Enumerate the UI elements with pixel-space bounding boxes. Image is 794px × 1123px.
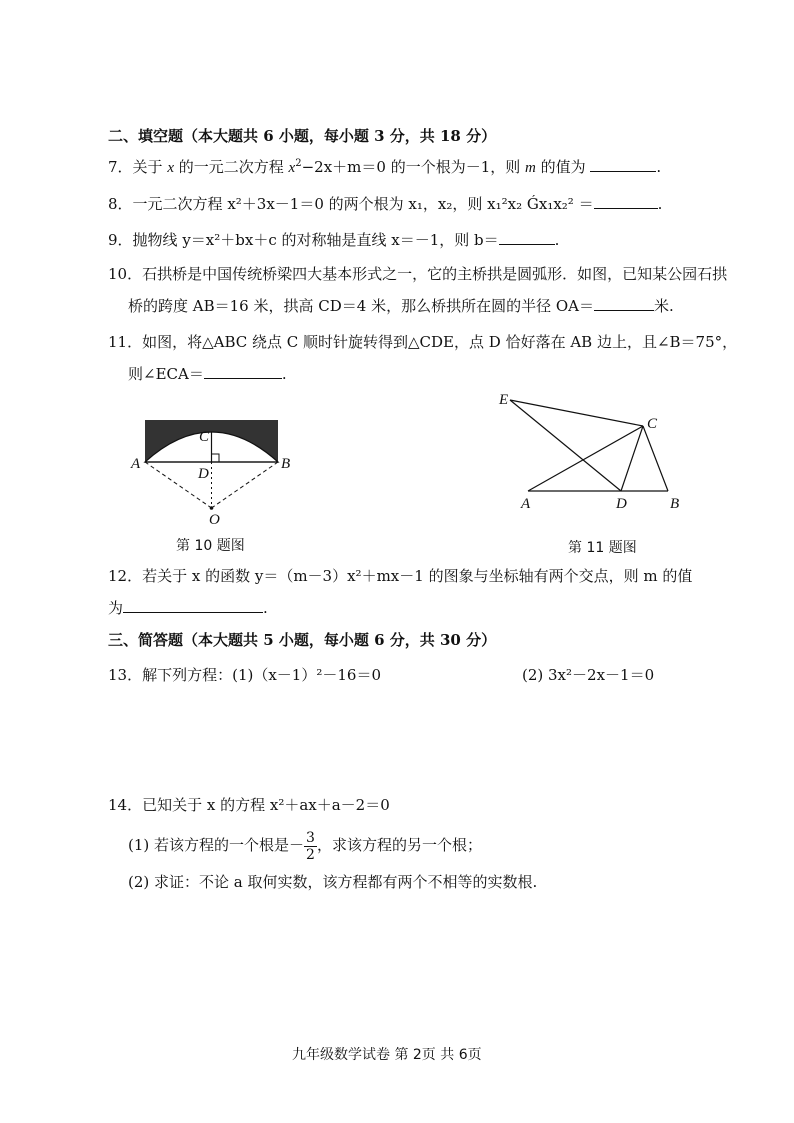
label-b: B <box>281 456 291 472</box>
question-14-stem: 14．已知关于 x 的方程 x²＋ax＋a－2＝0 <box>108 796 390 814</box>
radius-ob <box>212 462 279 508</box>
segment-ec <box>510 400 643 426</box>
question-10-line-1: 10．石拱桥是中国传统桥梁四大基本形式之一，它的主桥拱是圆弧形．如图，已知某公园石拱 <box>108 265 728 283</box>
segment-dc <box>621 426 643 491</box>
label-d: D <box>198 466 209 482</box>
question-12-line-2: 为 . <box>108 599 268 617</box>
question-11-line-1: 11．如图，将△ABC 绕点 C 顺时针旋转得到△CDE，点 D 恰好落在 AB 边上，且∠B＝75°， <box>108 333 738 351</box>
label-e: E <box>499 392 509 408</box>
figure-11-diagram <box>490 386 700 516</box>
answer-blank-11[interactable] <box>204 364 282 379</box>
section-3-heading: 三、简答题（本大题共 5 小题，每小题 6 分，共 30 分） <box>108 631 497 649</box>
question-8: 8．一元二次方程 x²＋3x－1＝0 的两个根为 x₁，x₂，则 x₁²x₂ Ǵx₁x₂² ＝ . <box>108 195 663 213</box>
label-d: D <box>616 496 627 512</box>
question-13-part-2: (2) 3x²－2x－1＝0 <box>522 666 655 684</box>
center-o-point <box>210 506 214 510</box>
label-b: B <box>670 496 680 512</box>
question-13: 13．解下列方程：(1)（x－1）²－16＝0 <box>108 666 381 684</box>
segment-bc <box>643 426 668 491</box>
question-9: 9．抛物线 y＝x²＋bx＋c 的对称轴是直线 x＝－1，则 b＝ . <box>108 231 560 249</box>
label-c: C <box>647 416 658 432</box>
figure-10-caption: 第 10 题图 <box>176 538 245 554</box>
section-2-heading: 二、填空题（本大题共 6 小题，每小题 3 分，共 18 分） <box>108 127 497 145</box>
label-c: C <box>199 429 210 445</box>
segment-ac <box>528 426 643 491</box>
label-a: A <box>521 496 531 512</box>
segment-ed <box>510 400 621 491</box>
answer-blank-12[interactable] <box>123 598 263 613</box>
label-o: O <box>209 512 220 528</box>
question-12-line-1: 12．若关于 x 的函数 y＝（m－3）x²＋mx－1 的图象与坐标轴有两个交点，则 m 的值 <box>108 567 693 585</box>
question-7: 7．关于 x 的一元二次方程 $x^2-2x+m=0$ 的一个根为－1，则 m 的值为 . <box>108 158 662 176</box>
question-11-line-2: 则∠ECA＝ . <box>128 365 287 383</box>
label-a: A <box>131 456 141 472</box>
answer-blank-8[interactable] <box>594 194 658 209</box>
figure-11-caption: 第 11 题图 <box>568 540 637 556</box>
question-14-part-1: (1) 若该方程的一个根是－ $\frac{3}{2}$ ，求该方程的另一个根； <box>128 829 482 863</box>
page-footer: 九年级数学试卷 第 2页 共 6页 <box>292 1047 482 1063</box>
answer-blank-9[interactable] <box>499 230 555 245</box>
fraction-three-halves: $\frac{3}{2}$ <box>306 829 315 863</box>
answer-blank-10[interactable] <box>594 296 654 311</box>
question-14-part-2: (2) 求证：不论 a 取何实数，该方程都有两个不相等的实数根. <box>128 873 538 891</box>
question-10-line-2: 桥的跨度 AB＝16 米，拱高 CD＝4 米，那么桥拱所在圆的半径 OA＝ 米. <box>128 297 674 315</box>
figure-10-diagram <box>120 410 310 528</box>
answer-blank-7[interactable] <box>590 157 656 172</box>
